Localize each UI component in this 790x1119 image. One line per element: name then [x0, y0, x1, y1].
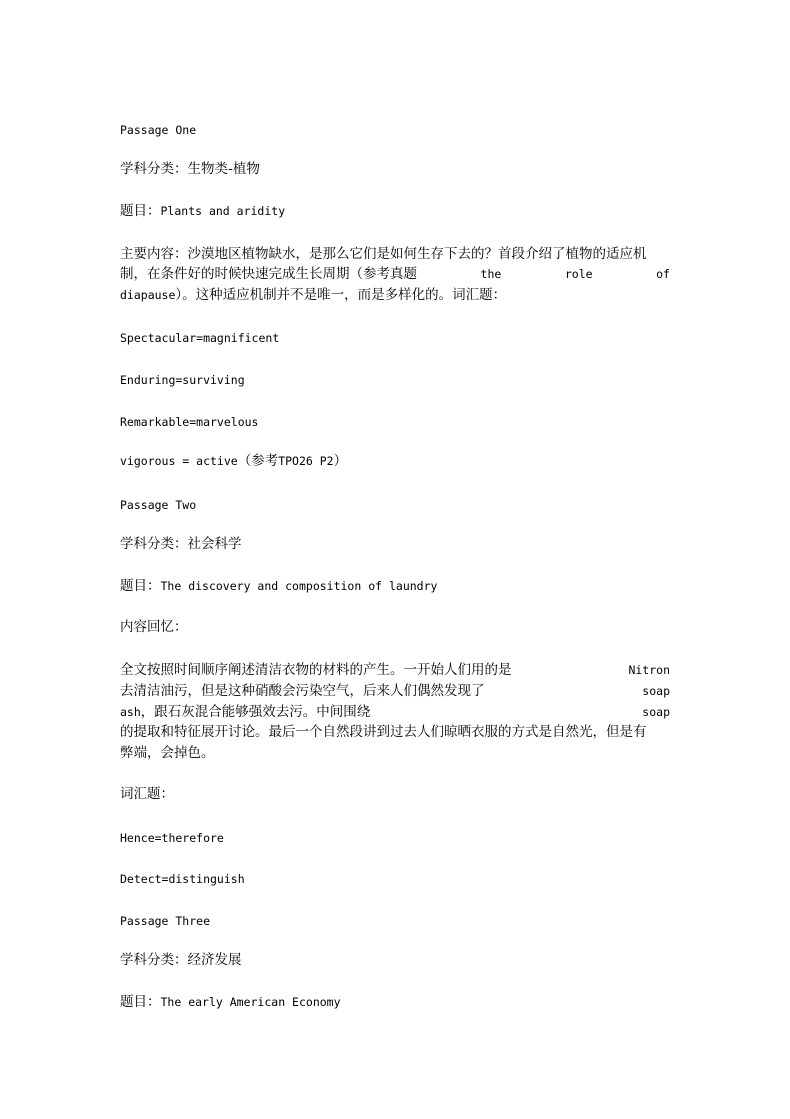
vocab-item: Spectacular=magnificent	[120, 331, 280, 345]
passage-two-heading: Passage Two	[120, 498, 197, 512]
title-text: Plants and aridity	[160, 204, 286, 218]
passage-two-title	[120, 578, 670, 594]
vocab-text: （参考	[237, 453, 279, 469]
vocab-item: Hence=therefore	[120, 831, 224, 845]
summary-text: ）。这种适应机制并不是唯一，而是多样化的。词汇题：	[175, 287, 507, 303]
passage-two-category: 学科分类：社会科学	[120, 536, 242, 552]
vocab-item: Detect=distinguish	[120, 872, 245, 886]
body-text: ，跟石灰混合能够强效去污。中间围绕	[140, 704, 371, 720]
vocab-text: ）	[333, 453, 348, 469]
passage-three-heading: Passage Three	[120, 914, 211, 928]
summary-word: of	[656, 267, 670, 281]
vocab-item: Remarkable=marvelous	[120, 415, 259, 429]
title-prefix: 题目：	[120, 203, 161, 219]
passage-two-recall-label: 内容回忆：	[120, 619, 188, 635]
body-word: ash	[120, 705, 141, 719]
passage-one-summary-line-3	[120, 285, 670, 305]
passage-one-summary-line-2	[120, 264, 670, 284]
passage-two-body-line-2	[120, 681, 670, 701]
passage-one-heading: Passage One	[120, 123, 197, 137]
body-text: 去清洁油污，但是这种硝酸会污染空气，后来人们偶然发现了	[120, 683, 485, 699]
title-text: The early American Economy	[160, 995, 341, 1009]
summary-word: role	[564, 267, 593, 281]
body-word: Nitron	[628, 663, 670, 677]
summary-text: 制，在条件好的时候快速完成生长周期（参考真题	[120, 266, 417, 282]
summary-word: the	[480, 267, 502, 281]
title-prefix: 题目：	[120, 578, 161, 594]
passage-two-body-line-3	[120, 702, 670, 722]
body-word: soap	[642, 684, 670, 698]
vocab-item: Enduring=surviving	[120, 373, 245, 387]
title-prefix: 题目：	[120, 994, 161, 1010]
vocab-text: TPO26 P2	[278, 454, 334, 468]
passage-one-title	[120, 203, 670, 219]
summary-word: diapause	[120, 288, 176, 302]
body-text-group	[120, 702, 370, 722]
vocab-text: vigorous = active	[120, 454, 238, 468]
body-text: 全文按照时间顺序阐述清洁衣物的材料的产生。一开始人们用的是	[120, 662, 512, 678]
body-word: soap	[642, 705, 670, 719]
title-text: The discovery and composition of laundry	[160, 579, 438, 593]
passage-two-body-line-5: 弊端，会掉色。	[120, 745, 215, 761]
passage-two-body-line-1	[120, 660, 670, 680]
passage-two-vocab-label: 词汇题：	[120, 786, 174, 802]
passage-one-category: 学科分类：生物类-植物	[120, 161, 260, 177]
passage-one-summary-line-1: 主要内容：沙漠地区植物缺水，是那么它们是如何生存下去的？首段介绍了植物的适应机	[120, 246, 647, 262]
passage-three-category: 学科分类：经济发展	[120, 952, 242, 968]
passage-two-body-line-4: 的提取和特征展开讨论。最后一个自然段讲到过去人们晾晒衣服的方式是自然光，但是有	[120, 724, 647, 740]
vocab-item	[120, 453, 670, 469]
passage-three-title	[120, 994, 670, 1010]
